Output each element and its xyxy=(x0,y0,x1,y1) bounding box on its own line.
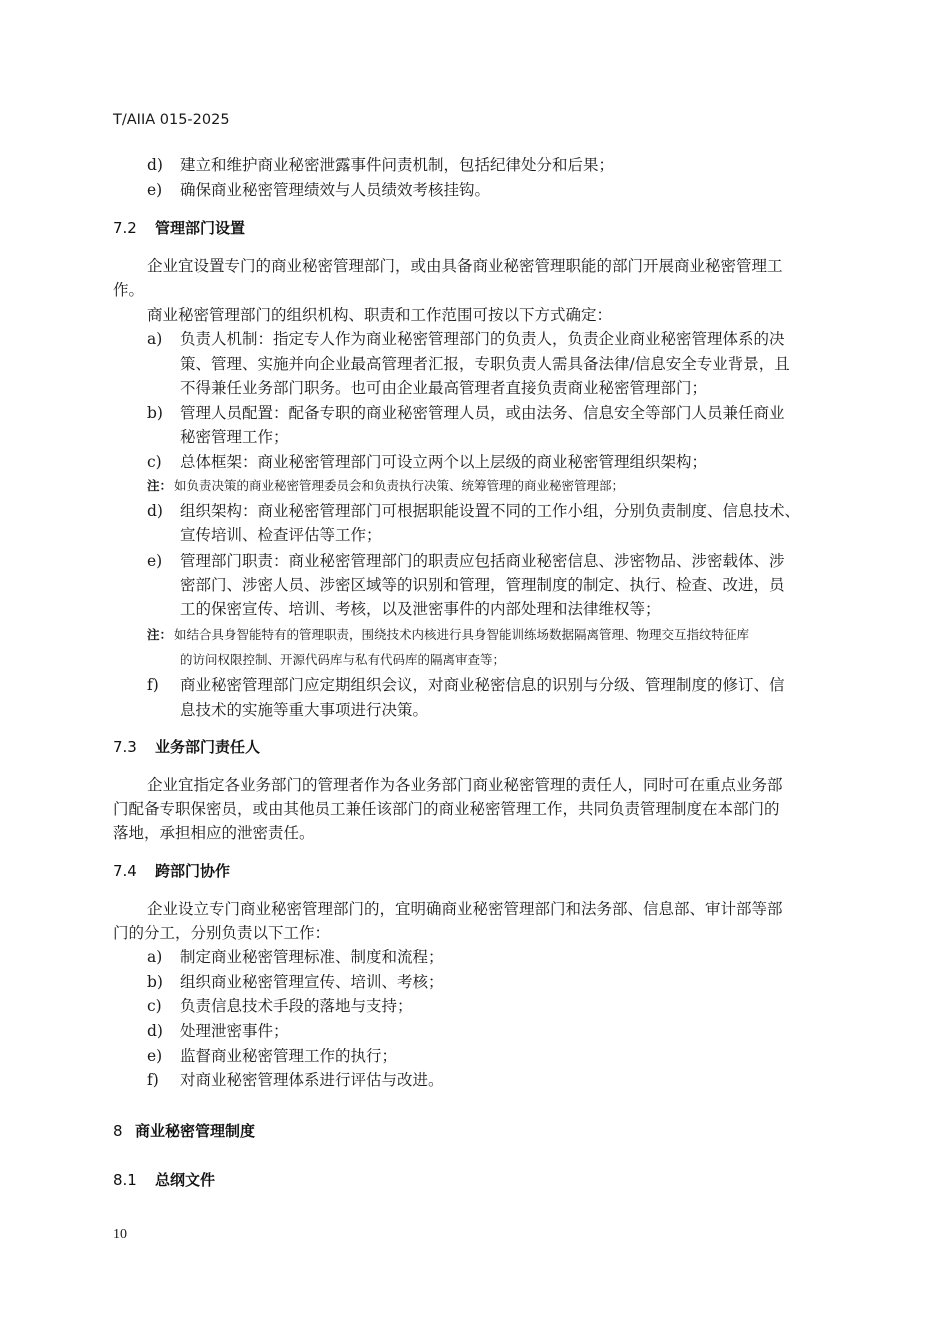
list-item-text: 组织架构：商业秘密管理部门可根据职能设置不同的工作小组，分别负责制度、信息技术、 xyxy=(180,502,801,520)
section-title: 跨部门协作 xyxy=(155,862,231,880)
section-title: 管理部门设置 xyxy=(155,219,246,237)
list-item-text: 管理人员配置：配备专职的商业秘密管理人员，或由法务、信息安全等部门人员兼任商业 xyxy=(180,404,785,422)
list-item-text: 建立和维护商业秘密泄露事件问责机制，包括纪律处分和后果； xyxy=(180,156,615,174)
list-item-text: 确保商业秘密管理绩效与人员绩效考核挂钩。 xyxy=(180,181,491,199)
section-title: 业务部门责任人 xyxy=(155,738,261,756)
list-label: e) xyxy=(147,1047,163,1065)
list-item-text: 总体框架：商业秘密管理部门可设立两个以上层级的商业秘密管理组织架构； xyxy=(180,453,708,471)
paragraph-line: 企业宜设置专门的商业秘密管理部门，或由具备商业秘密管理职能的部门开展商业秘密管理工 xyxy=(147,257,783,275)
list-item-text: 管理部门职责：商业秘密管理部门的职责应包括商业秘密信息、涉密物品、涉密载体、涉 xyxy=(180,552,785,570)
list-item-text: 商业秘密管理部门应定期组织会议，对商业秘密信息的识别与分级、管理制度的修订、信 xyxy=(180,676,785,694)
section-heading-7-3 xyxy=(113,735,260,759)
list-label: d) xyxy=(147,502,163,520)
document-code-header: T/AIIA 015-2025 xyxy=(113,112,230,128)
list-label: b) xyxy=(147,404,163,422)
section-heading-7-2 xyxy=(113,216,245,240)
note-text: 如结合具身智能特有的管理职责，围绕技术内核进行具身智能训练场数据隔离管理、物理交互指纹特征库 xyxy=(174,627,750,642)
section-title: 总纲文件 xyxy=(155,1171,216,1189)
page-number: 10 xyxy=(113,1227,127,1242)
list-item-text: 组织商业秘密管理宣传、培训、考核； xyxy=(180,973,444,991)
paragraph-line: 企业宜指定各业务部门的管理者作为各业务部门商业秘密管理的责任人，同时可在重点业务部 xyxy=(147,776,783,794)
section-number: 7.3 xyxy=(113,738,137,756)
section-heading-8-1 xyxy=(113,1168,215,1192)
list-item-text: 密部门、涉密人员、涉密区域等的识别和管理，管理制度的制定、执行、检查、改进，员 xyxy=(180,576,785,594)
section-number: 8 xyxy=(113,1122,123,1140)
list-item-text: 对商业秘密管理体系进行评估与改进。 xyxy=(180,1071,444,1089)
note-label: 注： xyxy=(147,478,173,493)
list-label: d) xyxy=(147,156,163,174)
list-item-text: 秘密管理工作； xyxy=(180,428,289,446)
list-label: c) xyxy=(147,453,162,471)
section-number: 7.4 xyxy=(113,862,137,880)
list-item-text: 处理泄密事件； xyxy=(180,1022,289,1040)
paragraph-line: 企业设立专门商业秘密管理部门的，宜明确商业秘密管理部门和法务部、信息部、审计部等部 xyxy=(147,900,783,918)
paragraph-line: 门配备专职保密员，或由其他员工兼任该部门的商业秘密管理工作，共同负责管理制度在本部门的 xyxy=(113,800,780,818)
paragraph-line: 门的分工，分别负责以下工作： xyxy=(113,924,331,942)
list-item-text: 负责人机制：指定专人作为商业秘密管理部门的负责人，负责企业商业秘密管理体系的决 xyxy=(180,330,785,348)
section-number: 8.1 xyxy=(113,1171,137,1189)
list-label: e) xyxy=(147,181,163,199)
list-label: a) xyxy=(147,330,163,348)
section-title: 商业秘密管理制度 xyxy=(135,1122,256,1140)
list-item-text: 息技术的实施等重大事项进行决策。 xyxy=(180,701,429,719)
note-text: 的访问权限控制、开源代码库与私有代码库的隔离审查等； xyxy=(180,652,506,667)
paragraph-line: 落地，承担相应的泄密责任。 xyxy=(113,824,315,842)
section-heading-8 xyxy=(113,1119,255,1143)
list-label: f) xyxy=(147,1071,159,1089)
list-label: d) xyxy=(147,1022,163,1040)
list-label: c) xyxy=(147,997,162,1015)
list-item-text: 不得兼任业务部门职务。也可由企业最高管理者直接负责商业秘密管理部门； xyxy=(180,379,708,397)
list-item-text: 策、管理、实施并向企业最高管理者汇报，专职负责人需具备法律/信息安全专业背景，且 xyxy=(180,355,790,373)
list-label: a) xyxy=(147,948,163,966)
list-item-text: 工的保密宣传、培训、考核，以及泄密事件的内部处理和法律维权等； xyxy=(180,600,661,618)
list-item-text: 宣传培训、检查评估等工作； xyxy=(180,526,382,544)
list-item-text: 制定商业秘密管理标准、制度和流程； xyxy=(180,948,444,966)
paragraph-line: 作。 xyxy=(113,281,145,299)
section-heading-7-4 xyxy=(113,859,230,883)
note-label: 注： xyxy=(147,627,173,642)
list-item-text: 监督商业秘密管理工作的执行； xyxy=(180,1047,398,1065)
list-label: f) xyxy=(147,676,159,694)
section-number: 7.2 xyxy=(113,219,137,237)
note-text: 如负责决策的商业秘密管理委员会和负责执行决策、统筹管理的商业秘密管理部； xyxy=(174,478,625,493)
paragraph-line: 商业秘密管理部门的组织机构、职责和工作范围可按以下方式确定： xyxy=(147,306,613,324)
list-label: e) xyxy=(147,552,163,570)
list-label: b) xyxy=(147,973,163,991)
list-item-text: 负责信息技术手段的落地与支持； xyxy=(180,997,413,1015)
